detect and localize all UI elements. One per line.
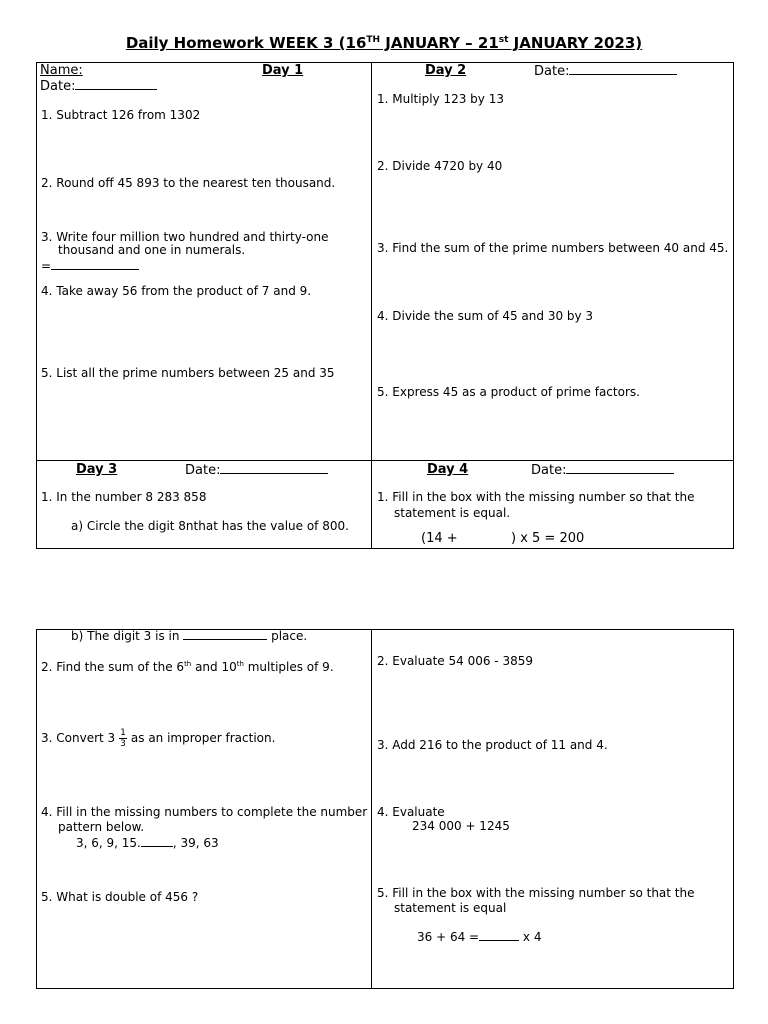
day4-question-4-line2: 234 000 + 1245 <box>412 819 510 833</box>
day4-question-5-equation: 36 + 64 = x 4 <box>417 930 542 944</box>
day3-question-1b: b) The digit 3 is in place. <box>71 629 308 643</box>
day4-question-1-equation-left: (14 + <box>421 531 458 546</box>
day1-question-3-line1: 3. Write four million two hundred and thirty-one <box>41 230 329 244</box>
title-sup-st: st <box>498 35 509 45</box>
page-title <box>0 34 768 52</box>
day4-header: Day 4 <box>427 462 469 477</box>
day4-question-3: 3. Add 216 to the product of 11 and 4. <box>377 738 608 752</box>
day2-question-3: 3. Find the sum of the prime numbers between 40 and 45. <box>377 241 729 255</box>
mixed-number-fraction: $\frac{1}{3}$ <box>120 728 126 749</box>
title-text-mid: JANUARY – 21 <box>380 34 499 52</box>
day3-header: Day 3 <box>76 462 118 477</box>
day3-date-label: Date: <box>185 462 328 478</box>
day3-question-1: 1. In the number 8 283 858 <box>41 490 207 504</box>
day1-header: Day 1 <box>262 63 304 78</box>
day4-question-1-line1: 1. Fill in the box with the missing number so that the <box>377 490 695 504</box>
day1-question-5: 5. List all the prime numbers between 25 and 35 <box>41 366 335 380</box>
day4-question-5-line1: 5. Fill in the box with the missing number so that the <box>377 886 695 900</box>
table-top-divider-horizontal <box>36 460 734 461</box>
day2-question-2: 2. Divide 4720 by 40 <box>377 159 503 173</box>
day1-question-3-answer-line: = <box>41 258 139 273</box>
title-sup-th: TH <box>366 35 381 45</box>
table-bottom-divider-vertical <box>371 629 372 989</box>
day4-question-5-line2: statement is equal <box>394 901 507 915</box>
day1-name-label: Name: <box>40 63 83 78</box>
day4-question-1-line2: statement is equal. <box>394 506 511 520</box>
day3-question-1a: a) Circle the digit 8nthat has the value of 800. <box>71 519 349 533</box>
day2-question-4: 4. Divide the sum of 45 and 30 by 3 <box>377 309 594 323</box>
day2-question-1: 1. Multiply 123 by 13 <box>377 92 504 106</box>
day4-question-2: 2. Evaluate 54 006 - 3859 <box>377 654 533 668</box>
table-top-divider-vertical <box>371 62 372 549</box>
day1-question-2: 2. Round off 45 893 to the nearest ten thousand. <box>41 176 336 190</box>
day2-question-5: 5. Express 45 as a product of prime factors. <box>377 385 640 399</box>
day1-question-4: 4. Take away 56 from the product of 7 and 9. <box>41 284 312 298</box>
day3-question-4-pattern: 3, 6, 9, 15. , 39, 63 <box>76 836 219 850</box>
day2-date-label: Date: <box>534 63 677 79</box>
day4-date-label: Date: <box>531 462 674 478</box>
title-text-end: JANUARY 2023) <box>508 34 643 52</box>
day2-header: Day 2 <box>425 63 467 78</box>
day1-date-label: Date: <box>40 78 157 94</box>
day3-question-5: 5. What is double of 456 ? <box>41 890 199 904</box>
day1-question-3-line2: thousand and one in numerals. <box>58 243 246 257</box>
day3-question-3: 3. Convert 3 $\frac{1}{3}$ as an improper fraction. <box>41 728 276 749</box>
title-text-start: Daily Homework WEEK 3 (16 <box>125 34 367 52</box>
day1-question-1: 1. Subtract 126 from 1302 <box>41 108 201 122</box>
day3-question-4-line2: pattern below. <box>58 820 145 834</box>
day3-question-2: 2. Find the sum of the 6th and 10th multiples of 9. <box>41 660 334 674</box>
day4-question-4-line1: 4. Evaluate <box>377 805 445 819</box>
day3-question-4-line1: 4. Fill in the missing numbers to complete the number <box>41 805 368 819</box>
day4-question-1-equation-right: ) x 5 = 200 <box>511 531 585 546</box>
